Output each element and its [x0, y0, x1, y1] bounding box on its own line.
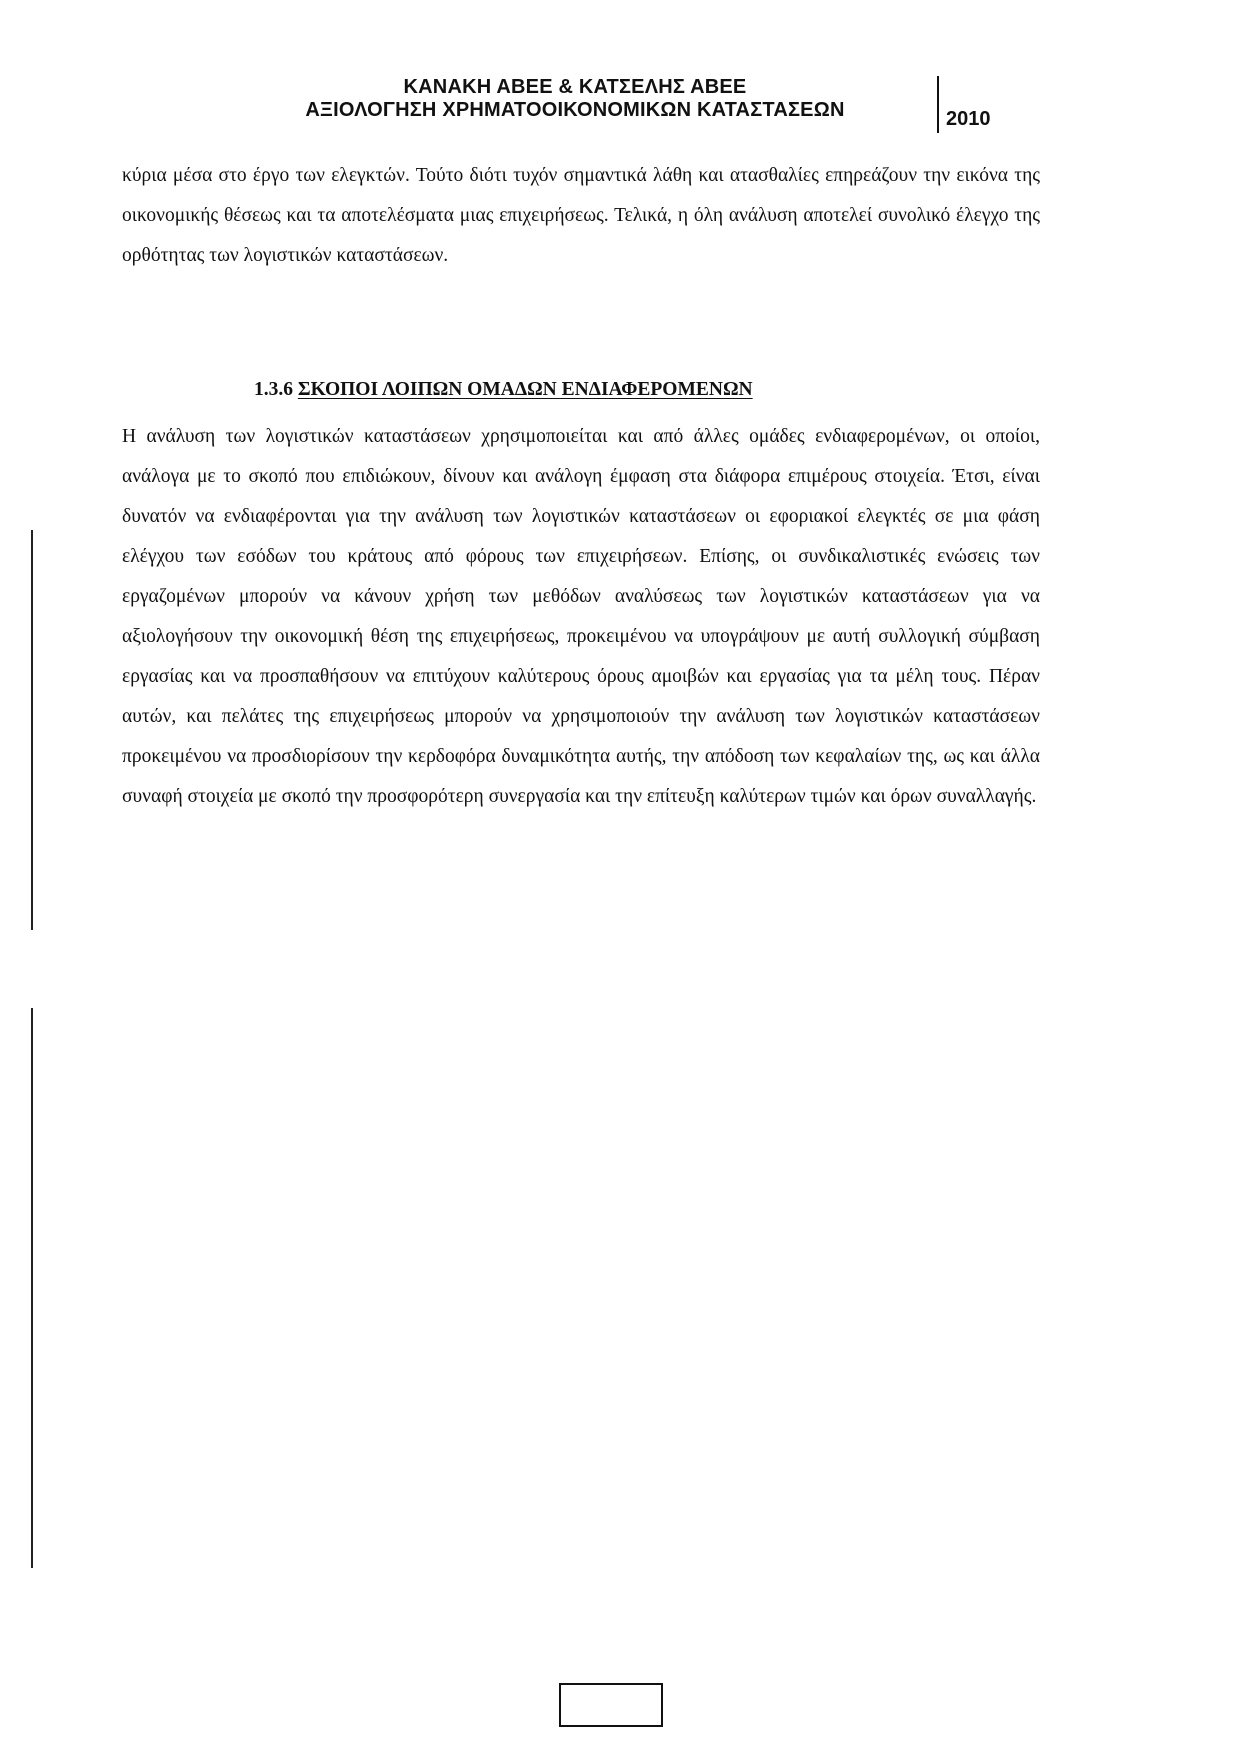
header-divider: [937, 76, 939, 133]
section-number: 1.3.6: [254, 379, 293, 400]
margin-scan-line: [31, 530, 33, 930]
header-subtitle: ΑΞΙΟΛΟΓΗΣΗ ΧΡΗΜΑΤΟΟΙΚΟΝΟΜΙΚΩΝ ΚΑΤΑΣΤΑΣΕΩΝ: [305, 99, 845, 121]
page-header: [200, 76, 950, 122]
section-heading: [254, 377, 753, 403]
page-number-box: [559, 1683, 663, 1727]
paragraph-1: κύρια μέσα στο έργο των ελεγκτών. Τούτο διότι τυχόν σημαντικά λάθη και ατασθαλίες επηρεάζουν την εικόνα της οικονομικής θέσεως και τα αποτελέσματα μιας επιχειρήσεως. Τελικά, η όλη ανάλυση αποτελεί συνολικό έλεγχο της ορθότητας των λογιστικών καταστάσεων.: [122, 165, 1040, 266]
header-year: 2010: [946, 108, 991, 130]
section-title: ΣΚΟΠΟΙ ΛΟΙΠΩΝ ΟΜΑΔΩΝ ΕΝΔΙΑΦΕΡΟΜΕΝΩΝ: [297, 379, 753, 400]
header-company: ΚΑΝΑΚΗ ΑΒΕΕ & ΚΑΤΣΕΛΗΣ ΑΒΕΕ: [403, 76, 747, 98]
margin-scan-line: [31, 1008, 33, 1568]
paragraph-2: Η ανάλυση των λογιστικών καταστάσεων χρησιμοποιείται και από άλλες ομάδες ενδιαφερομένων, οι οποίοι, ανάλογα με το σκοπό που επιδιώκουν, δίνουν και ανάλογη έμφαση στα διάφορα επιμέρους στοιχεία. Έτσι, είναι δυνατόν να ενδιαφέρονται για την ανάλυση των λογιστικών καταστάσεων οι εφοριακοί ελεγκτές σε μια φάση ελέγχου των εσόδων του κράτους από φόρους των επιχειρήσεων. Επίσης, οι συνδικαλιστικές ενώσεις των εργαζομένων μπορούν να κάνουν χρήση των μεθόδων αναλύσεως των λογιστικών καταστάσεων για να αξιολογήσουν την οικονομική θέση της επιχειρήσεως, προκειμένου να υπογράψουν με αυτή συλλογική σύμβαση εργασίας και να προσπαθήσουν να επιτύχουν καλύτερους όρους αμοιβών και εργασίας για τα μέλη τους. Πέραν αυτών, και πελάτες της επιχειρήσεως μπορούν να χρησιμοποιούν την ανάλυση των λογιστικών καταστάσεων προκειμένου να προσδιορίσουν την κερδοφόρα δυναμικότητα αυτής, την απόδοση των κεφαλαίων της, ως και άλλα συναφή στοιχεία με σκοπό την προσφορότερη συνεργασία και την επίτευξη καλύτερων τιμών και όρων συναλλαγής.: [122, 426, 1040, 807]
